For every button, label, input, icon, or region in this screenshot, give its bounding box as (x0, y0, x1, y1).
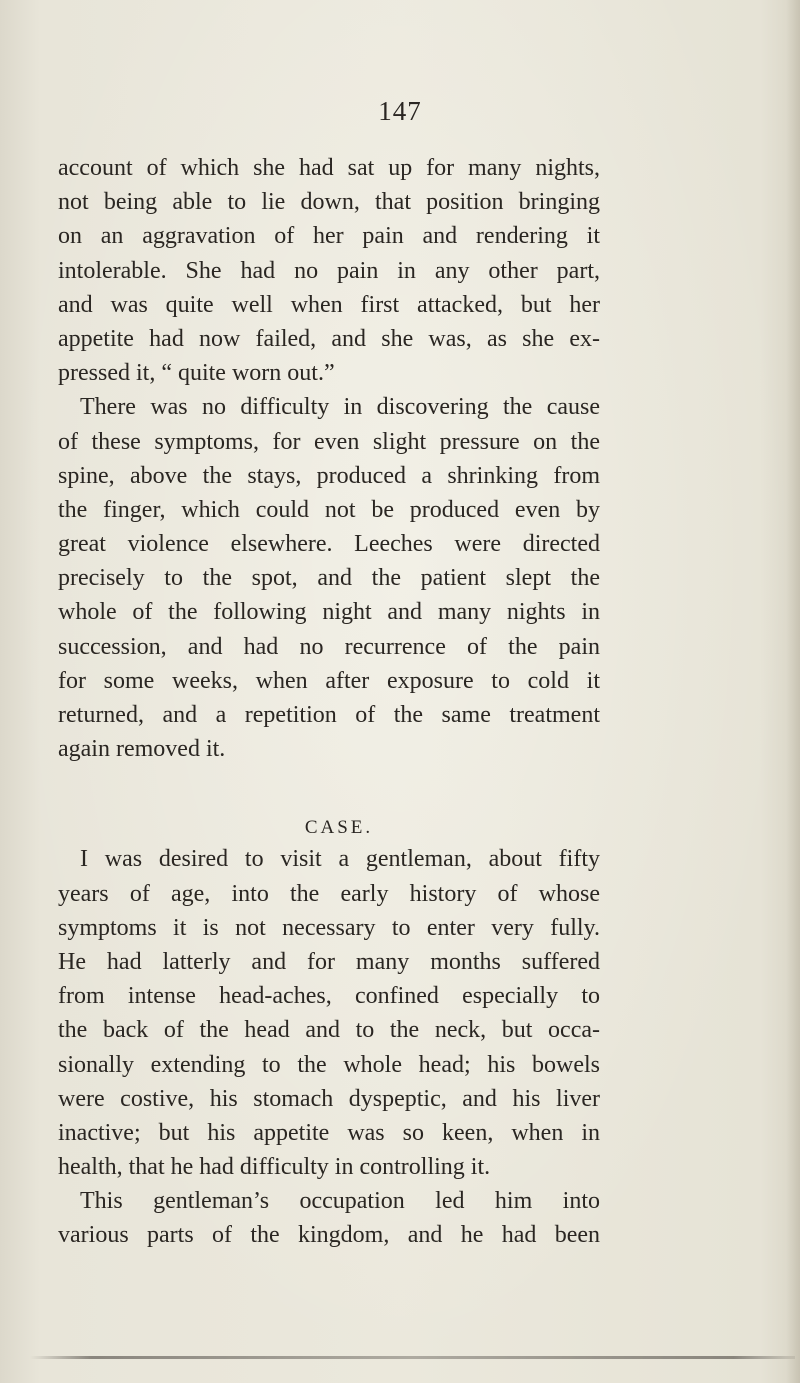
text-line: There was no difficulty in discovering the cause (80, 394, 600, 421)
text-line: spine, above the stays, produced a shrinking from (58, 462, 600, 489)
section-heading: CASE. (304, 817, 374, 839)
body-text (58, 151, 600, 1253)
text-line: of these symptoms, for even slight pressure on the (58, 428, 600, 455)
page-bottom-edge (30, 1356, 795, 1359)
text-line: intolerable. She had no pain in any other part, (58, 257, 600, 284)
text-line: the finger, which could not be produced even by (58, 496, 600, 523)
text-line: for some weeks, when after exposure to cold it (58, 667, 600, 694)
text-line: on an aggravation of her pain and rendering it (58, 223, 600, 250)
text-line: various parts of the kingdom, and he had been (58, 1222, 600, 1249)
text-line: This gentleman’s occupation led him into (80, 1188, 600, 1215)
text-line: great violence elsewhere. Leeches were directed (58, 531, 600, 558)
text-line: precisely to the spot, and the patient slept the (58, 565, 600, 592)
page-edge-shadow (786, 0, 800, 1383)
text-line: account of which she had sat up for many nights, (58, 155, 600, 181)
text-line: symptoms it is not necessary to enter very fully. (58, 914, 600, 941)
text-line: and was quite well when first attacked, but her (58, 291, 600, 318)
text-line: I was desired to visit a gentleman, about fifty (80, 846, 600, 873)
text-line: whole of the following night and many nights in (58, 599, 600, 626)
text-line: returned, and a repetition of the same treatment (58, 702, 600, 728)
text-line: sionally extending to the whole head; his bowels (58, 1051, 600, 1078)
text-line: health, that he had difficulty in controlling it. (58, 1154, 491, 1181)
text-line: not being able to lie down, that position bringing (58, 189, 600, 216)
text-line: appetite had now failed, and she was, as she ex- (58, 325, 600, 352)
text-line: pressed it, “ quite worn out.” (58, 360, 335, 387)
text-line: were costive, his stomach dyspeptic, and his liver (58, 1085, 600, 1112)
text-line: inactive; but his appetite was so keen, when in (58, 1119, 600, 1146)
text-line: He had latterly and for many months suffered (58, 948, 600, 975)
text-line: again removed it. (58, 736, 226, 763)
page-number: 147 (378, 96, 422, 126)
text-line: succession, and had no recurrence of the pain (58, 633, 600, 660)
text-line: the back of the head and to the neck, but occa- (58, 1017, 600, 1044)
section-gap (58, 766, 600, 802)
text-line: years of age, into the early history of whose (58, 880, 600, 907)
text-line: from intense head-aches, confined especially to (58, 983, 600, 1010)
